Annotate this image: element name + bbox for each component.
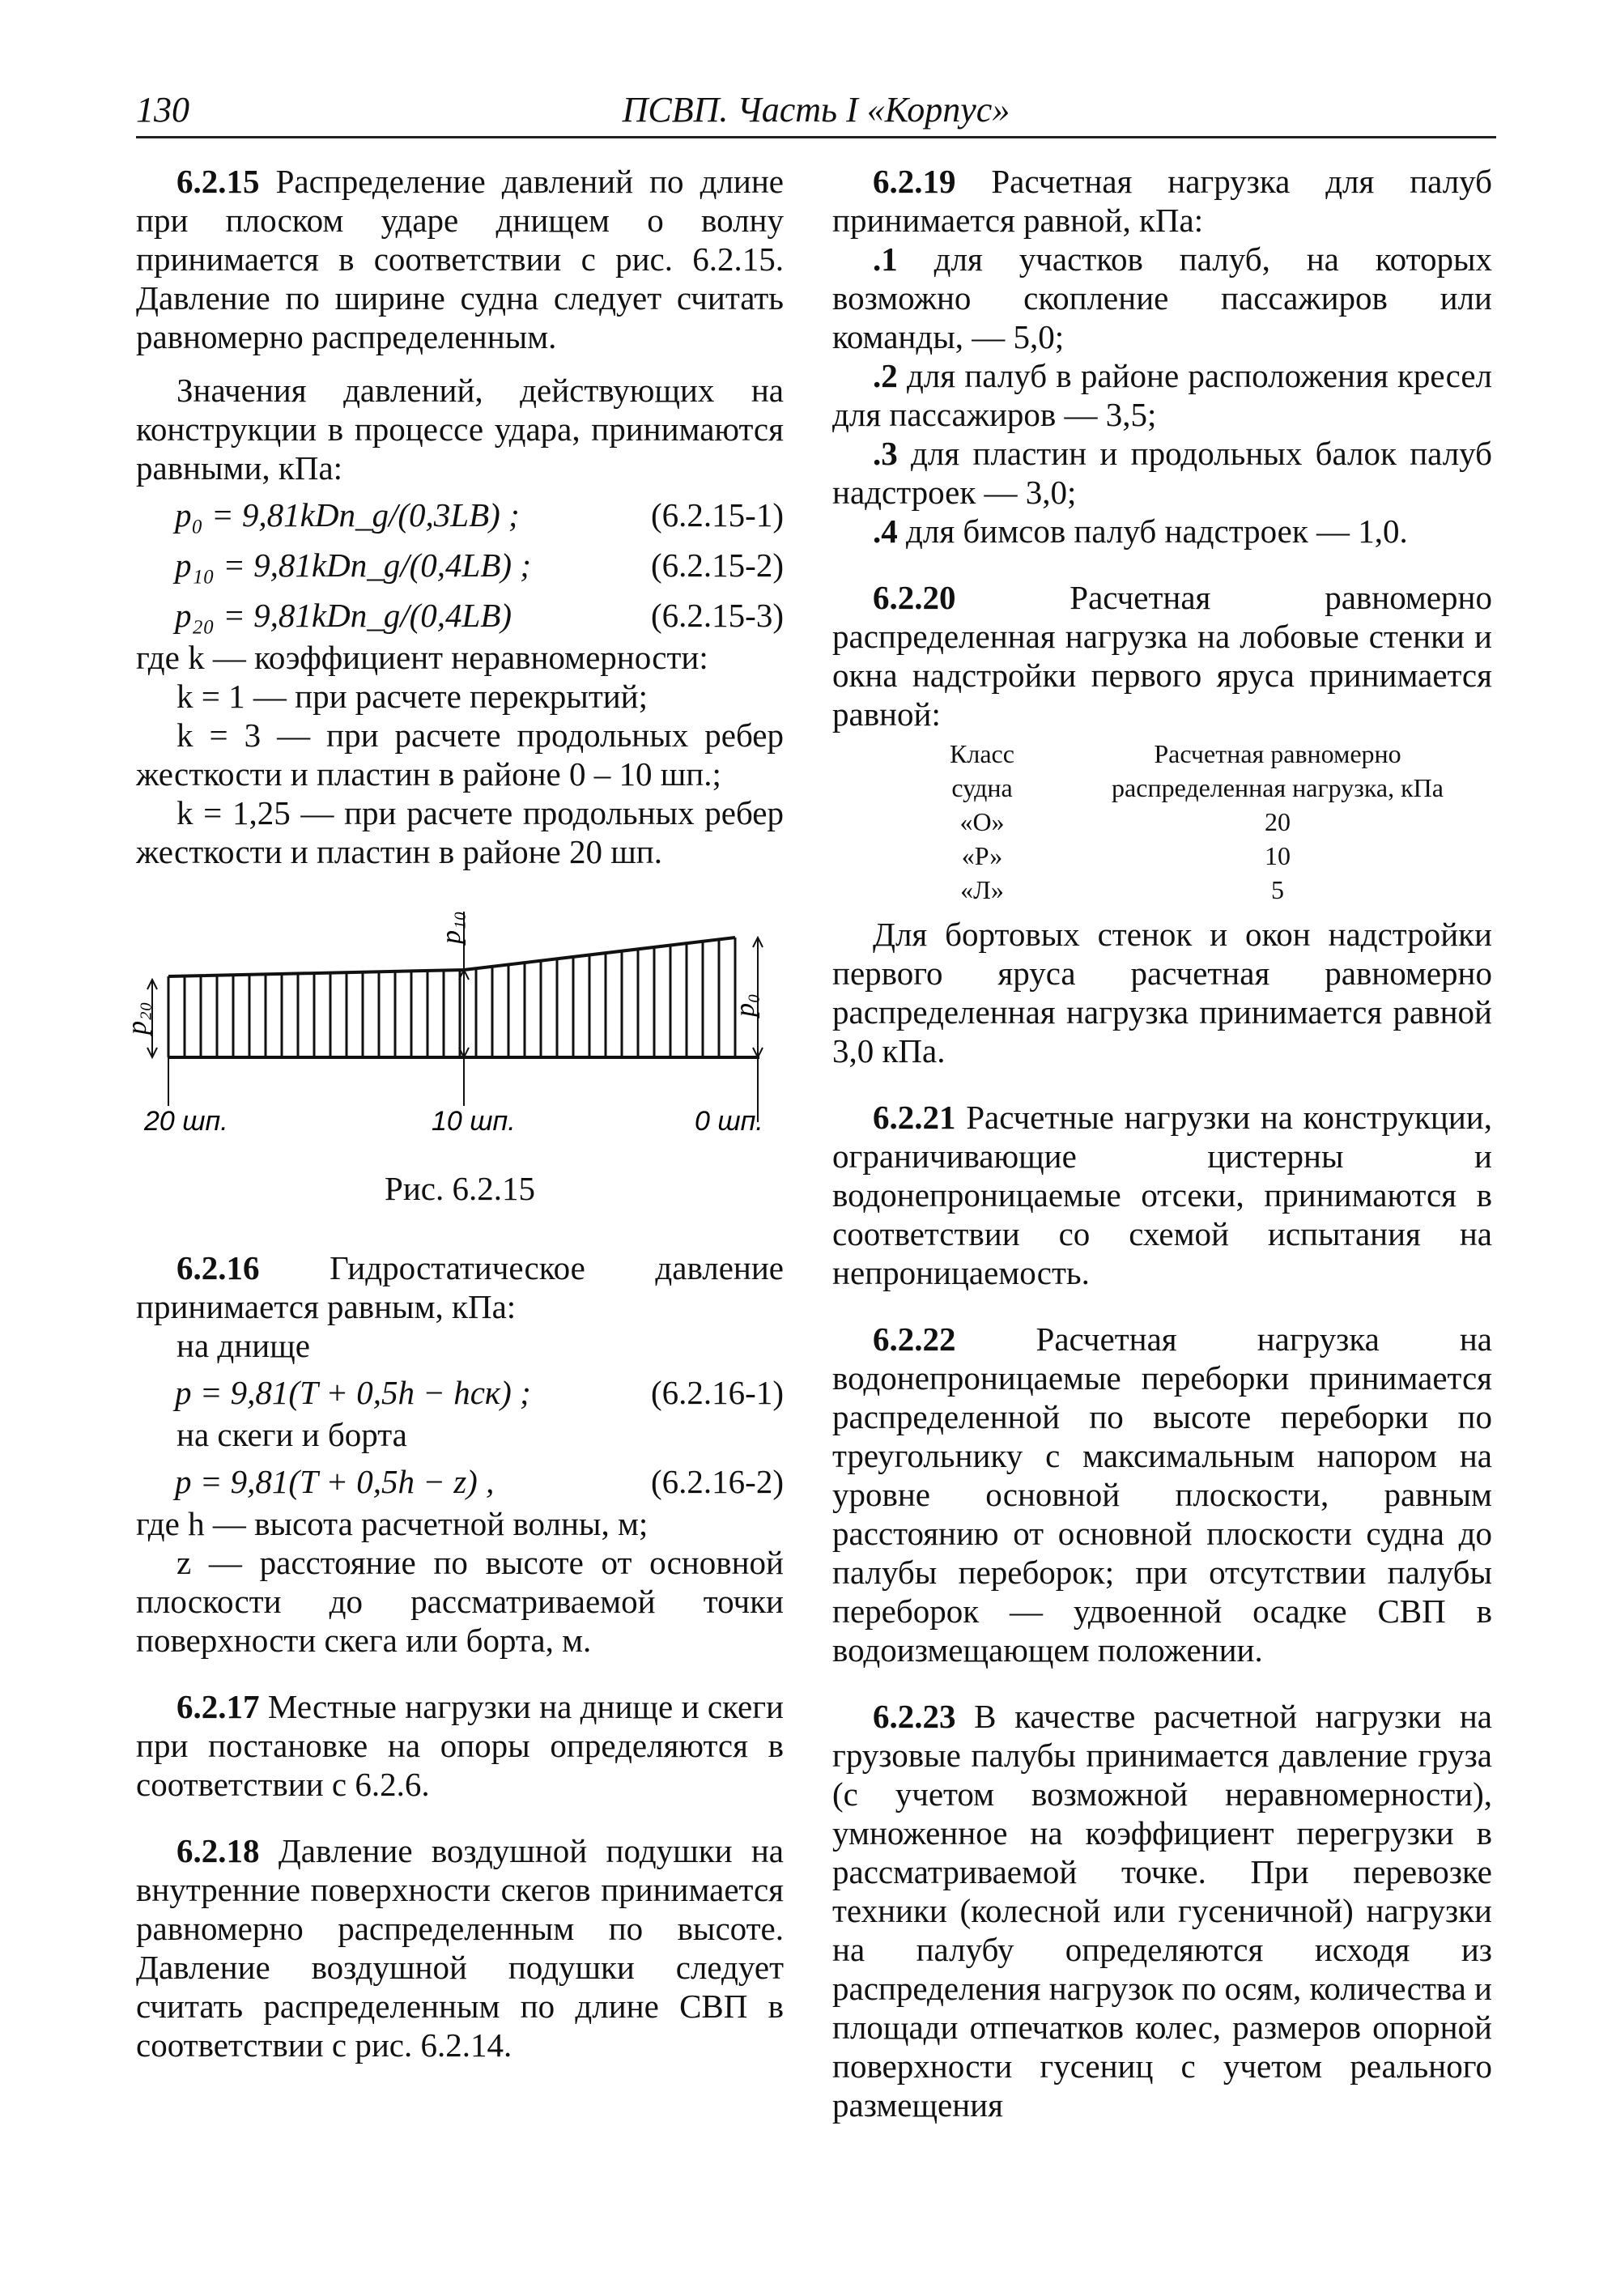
label-p0: p₀ bbox=[730, 993, 760, 1017]
figure-6-2-15 bbox=[122, 895, 784, 1163]
section-6-2-20-text2: Для бортовых стенок и окон надстройки первого яруса расчетная равномерно распределенная нагрузка принимается равной 3,0 кПа. bbox=[832, 916, 1492, 1069]
equation-6-2-16-1: p = 9,81(T + 0,5h − hск) ; (6.2.16-1) bbox=[175, 1374, 784, 1411]
h-definition: где h — высота расчетной волны, м; bbox=[136, 1505, 649, 1542]
section-6-2-20: 6.2.20 Расчетная равномерно распределенная нагрузка на лобовые стенки и окна надстройки первого яруса принимается равной: bbox=[832, 579, 1492, 733]
axis-label-10: 10 шп. bbox=[432, 1106, 516, 1137]
right-column bbox=[832, 162, 1492, 2124]
table-header-load-2: распределенная нагрузка, кПа bbox=[1112, 773, 1444, 802]
equation-6-2-16-2: p = 9,81(T + 0,5h − z) , (6.2.16-2) bbox=[175, 1463, 784, 1500]
side-label: на скеги и борта bbox=[176, 1416, 407, 1453]
table-row: «О» 20 bbox=[959, 807, 1291, 836]
equation-6-2-15-1: p₀ = 9,81kDn_g/(0,3LB) ; (6.2.15-1) bbox=[175, 496, 784, 534]
load-table bbox=[897, 737, 1488, 907]
item-2: .2 для палуб в районе расположения кресел для пассажиров — 3,5; bbox=[832, 357, 1492, 433]
table-header-load-1: Расчетная равномерно bbox=[1154, 739, 1401, 768]
item-4: .4 для бимсов палуб надстроек — 1,0. bbox=[873, 512, 1408, 550]
table-header-class-2: судна bbox=[951, 773, 1013, 802]
axis-label-0: 0 шп. bbox=[695, 1106, 763, 1137]
item-1: .1 для участков палуб, на которых возможно скопление пассажиров или команды, — 5,0; bbox=[832, 240, 1493, 355]
equation-6-2-15-2: p₁₀ = 9,81kDn_g/(0,4LB) ; (6.2.15-2) bbox=[175, 546, 784, 584]
equation-6-2-15-3: p₂₀ = 9,81kDn_g/(0,4LB) (6.2.15-3) bbox=[175, 597, 784, 634]
section-6-2-16: 6.2.16 Гидростатическое давление принимается равным, кПа: bbox=[136, 1249, 785, 1325]
item-3: .3 для пластин и продольных балок палуб надстроек — 3,0; bbox=[832, 435, 1493, 511]
k-case-3: k = 1,25 — при расчете продольных ребер жесткости и пластин в районе 20 шп. bbox=[136, 794, 784, 870]
section-6-2-18: 6.2.18 Давление воздушной подушки на внутренние поверхности скегов принимается равномерно распределенным по высоте. Давление воздушной подушки следует считать распределенным по длине СВП в соответствии с рис. 6.2.14. bbox=[136, 1832, 784, 2064]
section-6-2-19: 6.2.19 Расчетная нагрузка для палуб принимается равной, кПа: bbox=[832, 163, 1492, 239]
left-column bbox=[122, 162, 785, 2064]
k-case-1: k = 1 — при расчете перекрытий; bbox=[176, 678, 649, 715]
table-row: «Л» 5 bbox=[960, 875, 1284, 904]
k-definition: где k — коэффициент неравномерности: bbox=[136, 639, 708, 676]
k-case-2: k = 3 — при расчете продольных ребер жесткости и пластин в районе 0 – 10 шп.; bbox=[136, 716, 784, 793]
table-row: «Р» 10 bbox=[961, 841, 1291, 870]
section-6-2-15: 6.2.15 Распределение давлений по длине при плоском ударе днищем о волну принимается в соответствии с рис. 6.2.15. Давление по ширине судна следует считать равномерно распределенным. bbox=[136, 163, 785, 355]
section-6-2-21: 6.2.21 Расчетные нагрузки на конструкции, ограничивающие цистерны и водонепроницаемые отсеки, принимаются в соответствии со схемой испытания на непроницаемость. bbox=[832, 1099, 1492, 1291]
label-p10: p₁₀ bbox=[436, 911, 466, 944]
section-6-2-15-text2: Значения давлений, действующих на конструкции в процессе удара, принимаются равными, кПа: bbox=[136, 372, 784, 487]
page-number: 130 bbox=[136, 90, 189, 130]
figure-caption: Рис. 6.2.15 bbox=[385, 1170, 535, 1207]
section-6-2-17: 6.2.17 Местные нагрузки на днище и скеги при постановке на опоры определяются в соответствии с 6.2.6. bbox=[136, 1688, 784, 1803]
pressure-diagram bbox=[122, 895, 784, 1138]
section-6-2-23: 6.2.23 В качестве расчетной нагрузки на грузовые палубы принимается давление груза (с учетом возможной неравномерности), умноженное на коэффициент перегрузки в рассматриваемой точке. При перевозке техники (колесной или гусеничной) нагрузки на палубу определяются исходя из распределения нагрузок по осям, количества и площади отпечатков колес, размеров опорной поверхности гусениц с учетом реального размещения bbox=[832, 1698, 1493, 2124]
bottom-label: на днище bbox=[176, 1327, 310, 1364]
z-definition: z — расстояние по высоте от основной плоскости до рассматриваемой точки поверхности скега или борта, м. bbox=[136, 1544, 784, 1659]
axis-label-20: 20 шп. bbox=[144, 1106, 228, 1137]
table-header-class-1: Класс bbox=[950, 739, 1014, 768]
page-header bbox=[136, 81, 1496, 138]
section-6-2-22: 6.2.22 Расчетная нагрузка на водонепроницаемые переборки принимается распределенной по высоте переборки по треугольнику с максимальным напором на уровне основной плоскости, равным расстоянию от основной плоскости судна до палубы переборок; при отсутствии палубы переборок — удвоенной осадке СВП в водоизмещающем положении. bbox=[832, 1320, 1492, 1669]
running-title: ПСВП. Часть I «Корпус» bbox=[622, 90, 1010, 130]
label-p20: p₂₀ bbox=[122, 1001, 152, 1035]
